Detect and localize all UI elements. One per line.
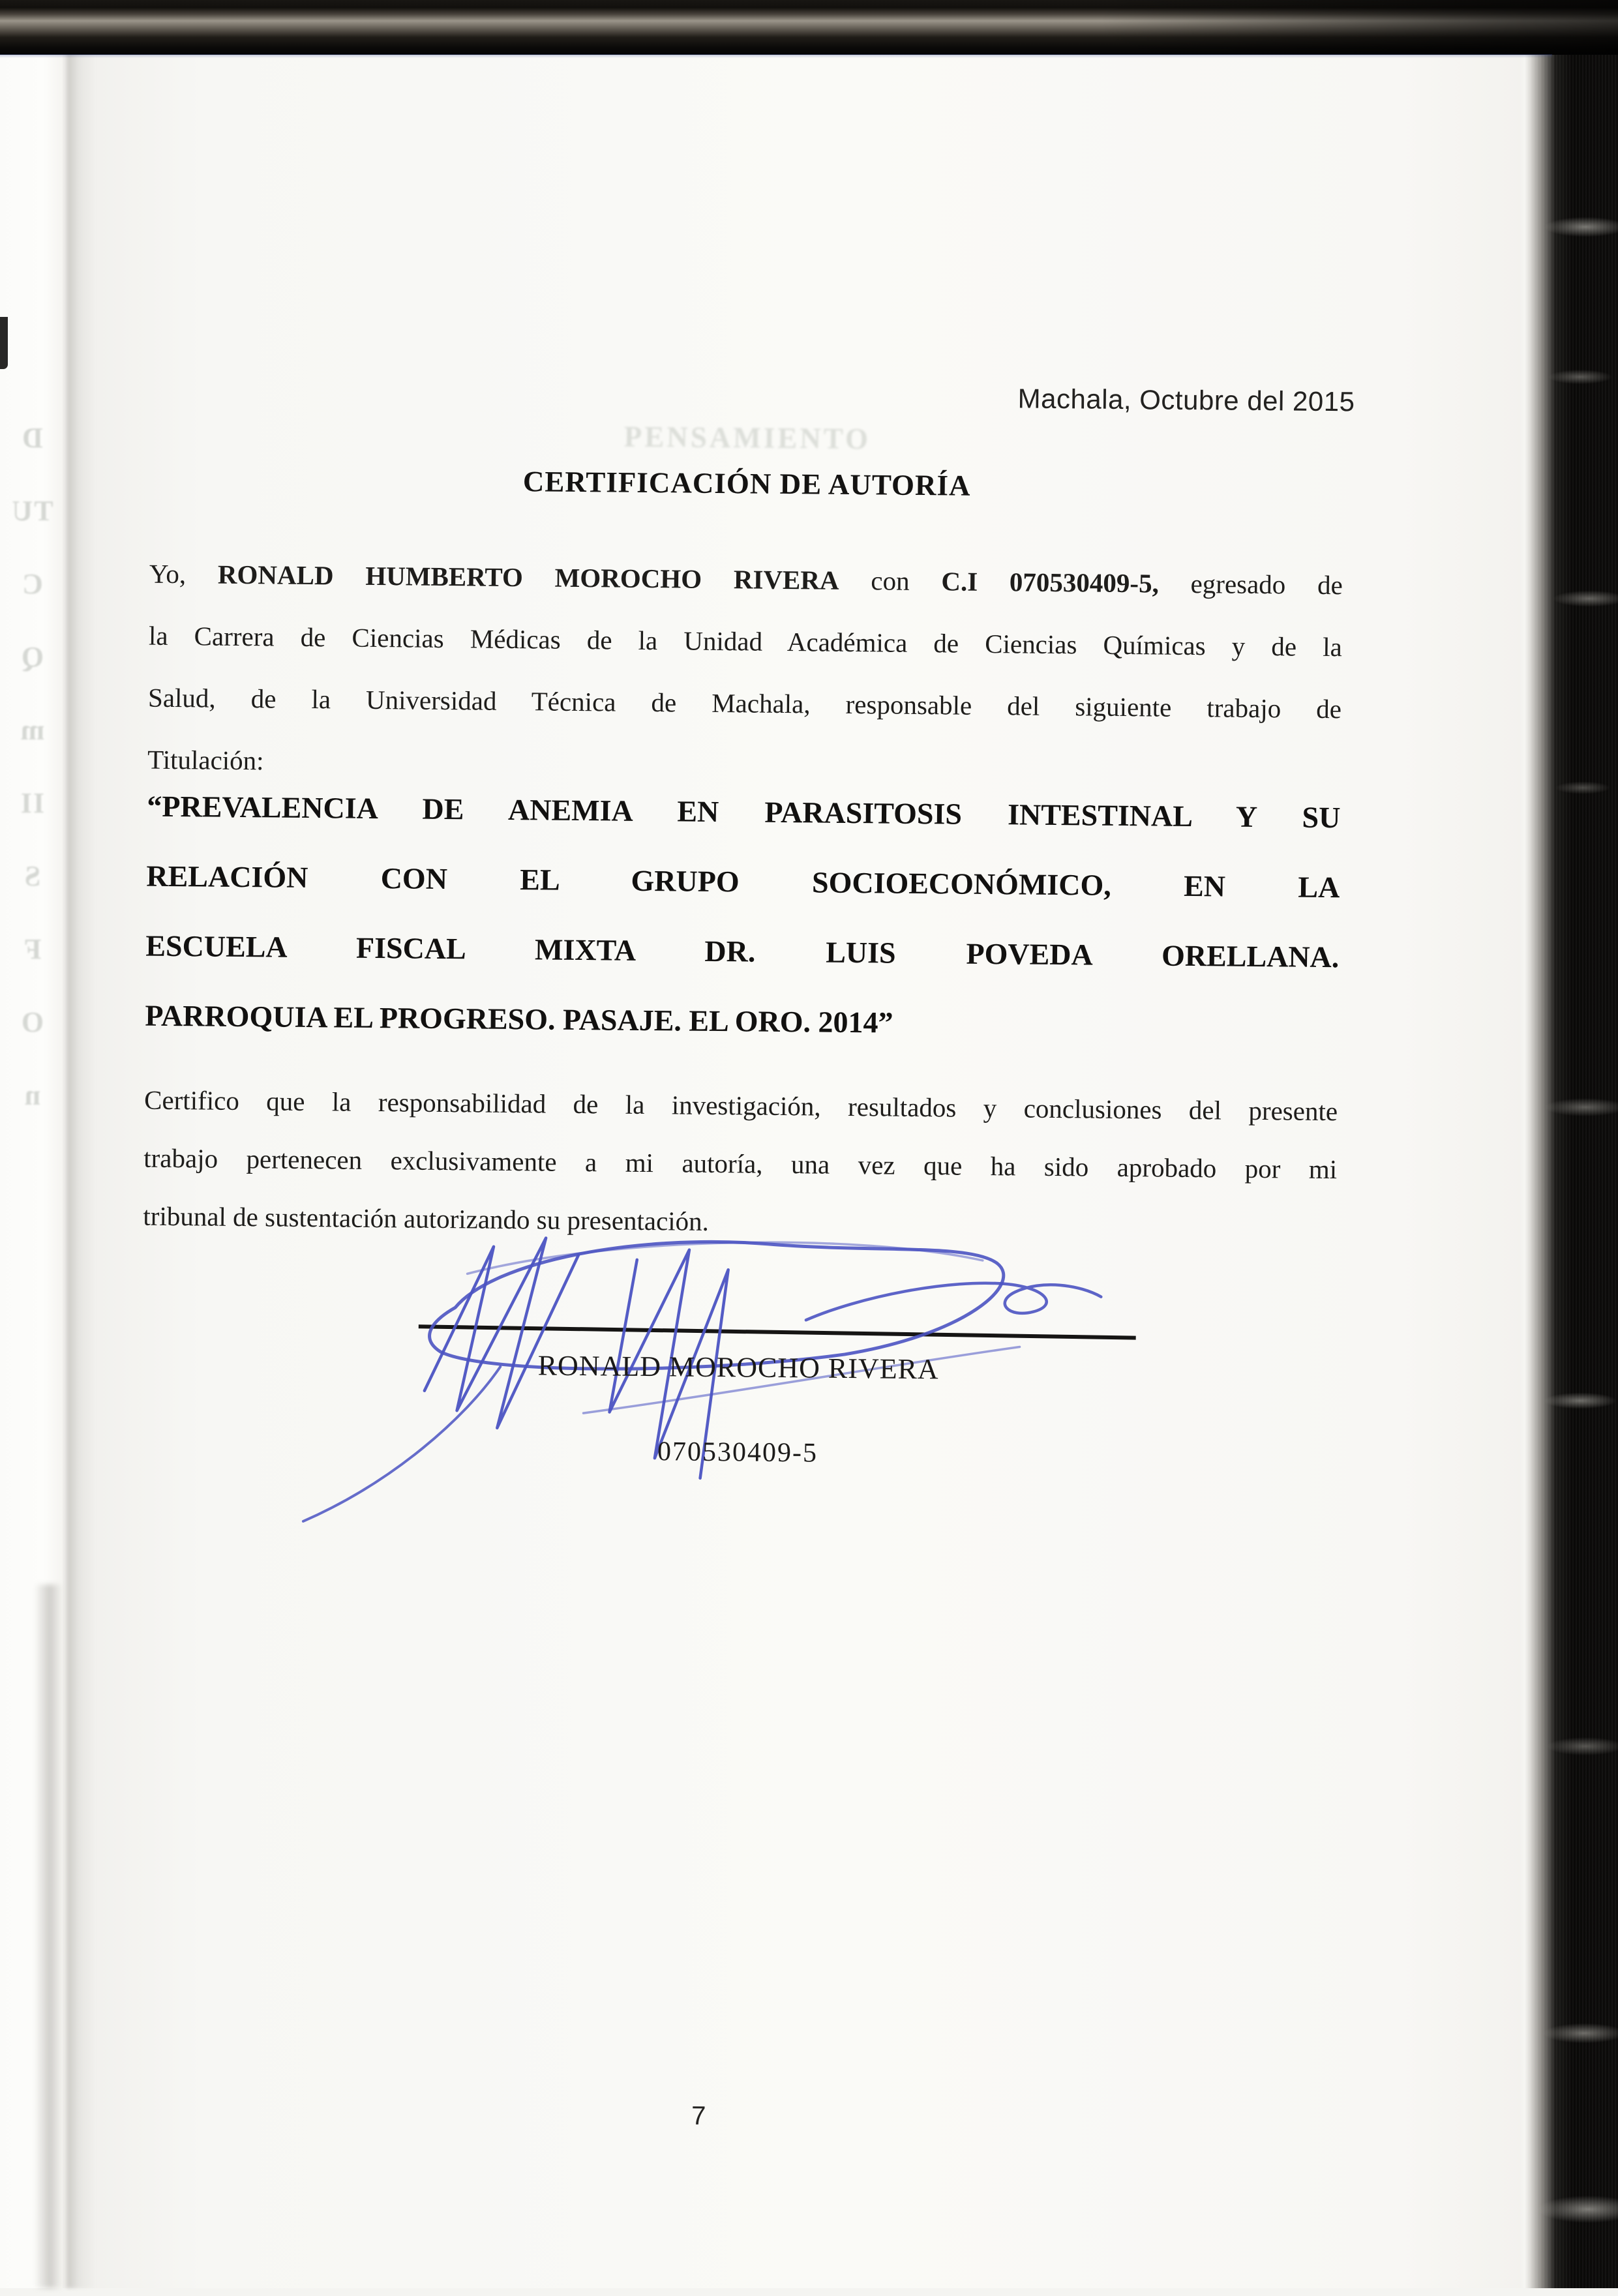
text-segment: ESCUELA FISCAL MIXTA DR. LUIS POVEDA ORELLANA. — [145, 929, 1340, 974]
text-line — [149, 543, 1343, 617]
text-segment: Titulación: — [147, 744, 264, 776]
bleed-letter: D — [21, 422, 43, 454]
text-line — [148, 605, 1342, 679]
text-segment: C.I 070530409-5, — [941, 566, 1160, 599]
text-segment: PARROQUIA EL PROGRESO. PASAJE. EL ORO. 2014” — [145, 998, 893, 1039]
book-binding — [1520, 38, 1618, 2288]
text-line — [145, 981, 1339, 1062]
text-segment: con — [839, 565, 942, 597]
signer-name: RONALD MOROCHO RIVERA — [537, 1349, 939, 1386]
text-line — [144, 1071, 1338, 1141]
text-line — [146, 841, 1340, 923]
bleed-letter: Q — [20, 641, 44, 673]
text-line — [143, 1129, 1338, 1199]
text-segment: Certifico que la responsabilidad de la investigación, resultados y conclusiones del presente — [143, 1084, 1338, 1127]
bleed-through-heading: PENSAMIENTO — [623, 420, 871, 456]
intro-paragraph — [147, 543, 1343, 803]
text-segment: RELACIÓN CON EL GRUPO SOCIOECONÓMICO, EN LA — [146, 859, 1340, 904]
text-segment: tribunal de sustentación autorizando su presentación. — [143, 1200, 710, 1236]
thesis-title — [145, 771, 1341, 1062]
bleed-letter: II — [19, 787, 45, 819]
bleed-letter: F — [22, 933, 42, 965]
text-segment: “PREVALENCIA DE ANEMIA EN PARASITOSIS INTESTINAL Y SU — [147, 789, 1341, 835]
scanner-top-band — [0, 0, 1618, 55]
page-title: CERTIFICACIÓN DE AUTORÍA — [522, 465, 971, 502]
text-segment: Salud, de la Universidad Técnica de Machala, responsable del siguiente trabajo de — [147, 682, 1342, 724]
bleed-letter: TU — [10, 495, 53, 527]
bleed-letter: S — [23, 860, 41, 892]
text-segment: la Carrera de Ciencias Médicas de la Unidad Académica de Ciencias Químicas y de la — [148, 620, 1343, 663]
text-segment: RONALD HUMBERTO MOROCHO RIVERA — [217, 559, 839, 595]
signer-id-number: 070530409-5 — [657, 1437, 818, 1469]
page-top-edge-artifact — [0, 54, 1552, 58]
text-segment: Yo, — [149, 558, 218, 589]
page-number: 7 — [691, 2101, 706, 2130]
bleed-letter: C — [21, 568, 43, 600]
text-line — [148, 667, 1342, 741]
text-line — [145, 911, 1340, 992]
date-line: Machala, Octubre del 2015 — [1017, 383, 1355, 417]
text-segment: trabajo pertenecen exclusivamente a mi autoría, una vez que ha sido aprobado por mi — [143, 1142, 1338, 1185]
text-line — [147, 771, 1341, 853]
bleed-letter: n — [23, 1079, 41, 1111]
text-segment: egresado de — [1158, 568, 1343, 601]
bleed-letter: O — [20, 1006, 44, 1038]
bleed-letter: m — [19, 714, 45, 746]
